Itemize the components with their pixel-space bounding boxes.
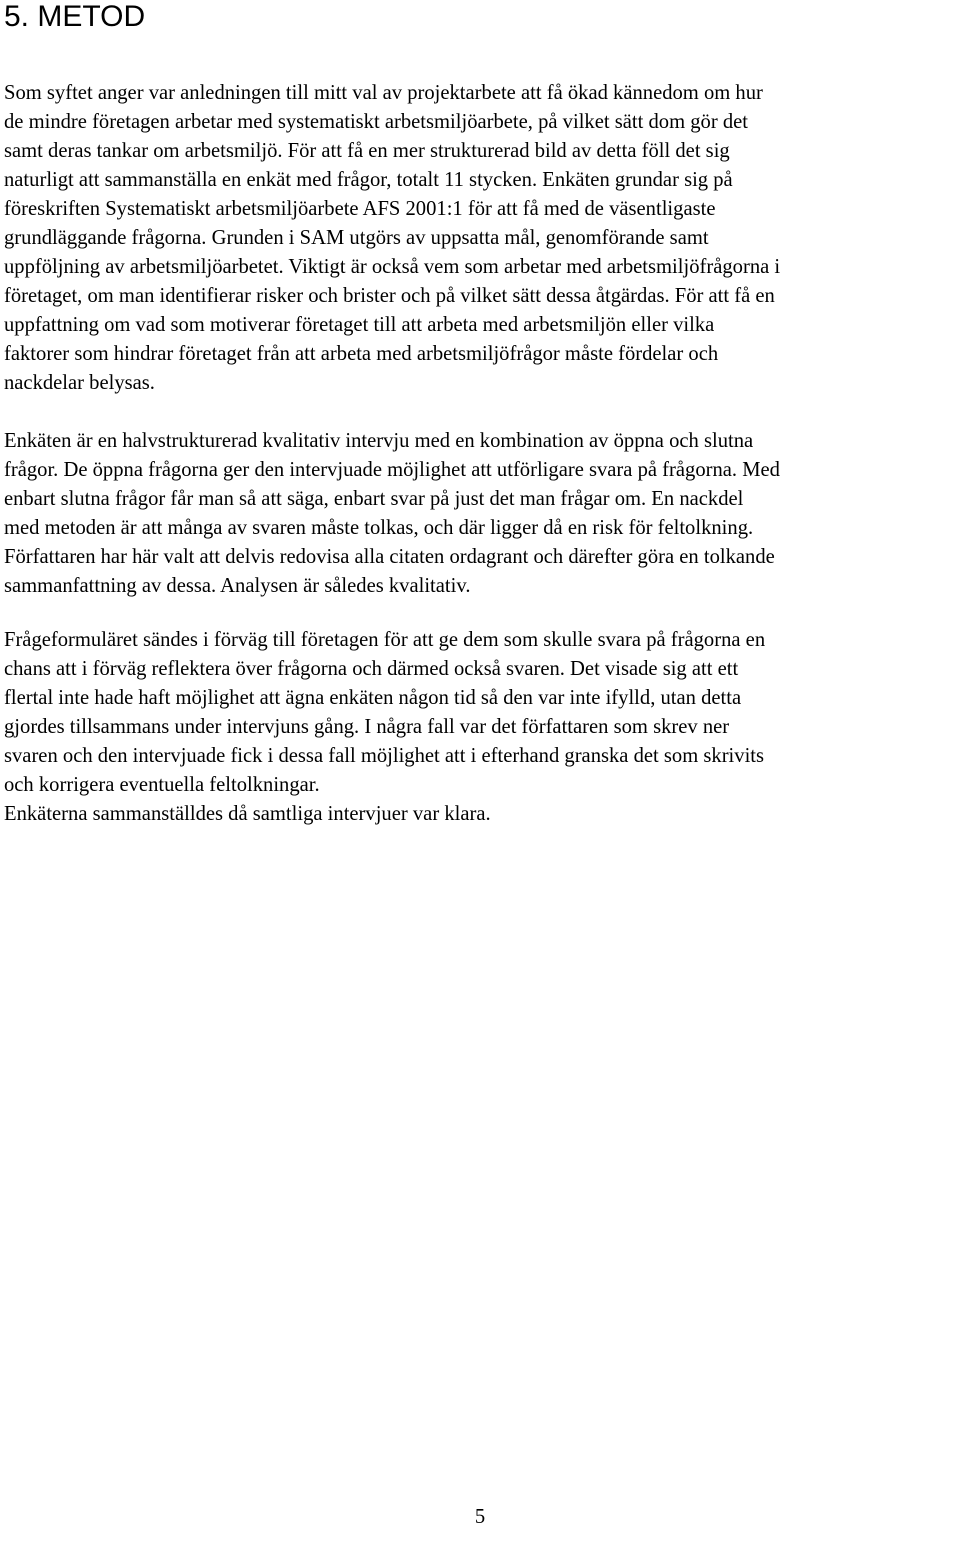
text-line: uppfattning om vad som motiverar företaget till att arbeta med arbetsmiljön eller vilka [4, 314, 715, 336]
text-line: uppföljning av arbetsmiljöarbetet. Viktigt är också vem som arbetar med arbetsmiljöfrågorna i [4, 256, 781, 278]
text-line: samt deras tankar om arbetsmiljö. För att få en mer strukturerad bild av detta föll det sig [4, 140, 730, 162]
text-line: flertal inte hade haft möjlighet att ägna enkäten någon tid så den var inte ifylld, utan detta [4, 687, 742, 709]
text-line: svaren och den intervjuade fick i dessa fall möjlighet att i efterhand granska det som skrivits [4, 745, 765, 767]
section-heading: 5. METOD [4, 0, 146, 33]
text-line: faktorer som hindrar företaget från att arbeta med arbetsmiljöfrågor måste fördelar och [4, 343, 719, 365]
text-line: Som syftet anger var anledningen till mitt val av projektarbete att få ökad kännedom om hur [4, 82, 763, 104]
text-line: företaget, om man identifierar risker och brister och på vilket sätt dessa åtgärdas. För att få en [4, 285, 775, 307]
text-line: gjordes tillsammans under intervjuns gång. I några fall var det författaren som skrev ner [4, 716, 730, 738]
text-line: föreskriften Systematiskt arbetsmiljöarbete AFS 2001:1 för att få med de väsentligaste [4, 198, 716, 220]
text-line: enbart slutna frågor får man så att säga, enbart svar på just det man frågar om. En nackdel [4, 488, 744, 510]
text-line: Författaren har här valt att delvis redovisa alla citaten ordagrant och därefter göra en tolkande [4, 546, 775, 568]
text-line: naturligt att sammanställa en enkät med frågor, totalt 11 stycken. Enkäten grundar sig på [4, 169, 733, 191]
text-line: grundläggande frågorna. Grunden i SAM utgörs av uppsatta mål, genomförande samt [4, 227, 709, 249]
text-line: frågor. De öppna frågorna ger den intervjuade möjlighet att utförligare svara på frågorna. Med [4, 459, 780, 481]
text-line: med metoden är att många av svaren måste tolkas, och där ligger då en risk för feltolkning. [4, 517, 754, 539]
text-line: Enkäterna sammanställdes då samtliga intervjuer var klara. [4, 803, 491, 825]
text-line: nackdelar belysas. [4, 372, 155, 394]
text-line: Enkäten är en halvstrukturerad kvalitativ intervju med en kombination av öppna och slutna [4, 430, 754, 452]
text-line: sammanfattning av dessa. Analysen är således kvalitativ. [4, 575, 471, 597]
text-line: Frågeformuläret sändes i förväg till företagen för att ge dem som skulle svara på frågorna en [4, 629, 766, 651]
text-line: de mindre företagen arbetar med systematiskt arbetsmiljöarbete, på vilket sätt dom gör det [4, 111, 748, 133]
text-line: chans att i förväg reflektera över frågorna och därmed också svaren. Det visade sig att ett [4, 658, 739, 680]
page-number: 5 [474, 1506, 486, 1528]
text-line: och korrigera eventuella feltolkningar. [4, 774, 320, 796]
